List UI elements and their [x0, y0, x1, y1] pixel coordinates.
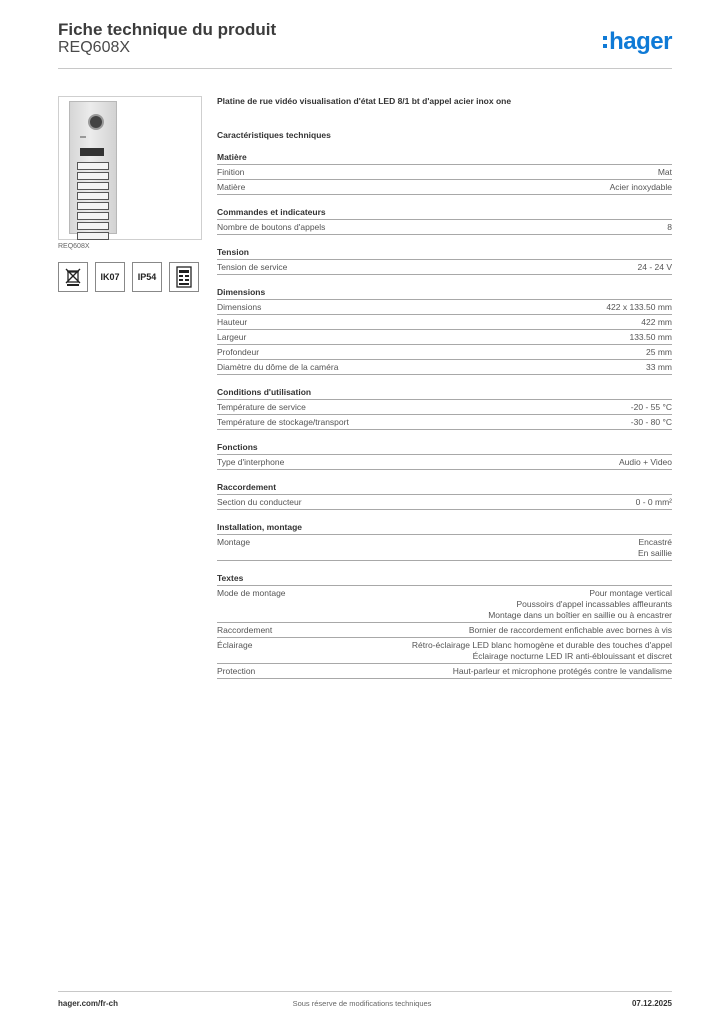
spec-value — [606, 302, 672, 313]
spec-value-line: Éclairage nocturne LED IR anti-éblouissant et discret — [472, 651, 672, 661]
spec-value-line: -20 - 55 °C — [630, 402, 672, 412]
call-buttons — [77, 162, 109, 242]
logo-dots-icon — [603, 34, 607, 50]
spec-value-line: 8 — [667, 222, 672, 232]
spec-value — [412, 640, 672, 662]
section-title: Commandes et indicateurs — [217, 207, 672, 220]
spec-row — [217, 586, 672, 623]
spec-value-line: 422 x 133.50 mm — [606, 302, 672, 312]
spec-row — [217, 220, 672, 235]
spec-label: Largeur — [217, 332, 247, 342]
spec-value — [619, 457, 672, 468]
spec-value — [610, 182, 672, 193]
spec-value — [646, 362, 672, 373]
section-title: Textes — [217, 573, 672, 586]
spec-row — [217, 415, 672, 430]
spec-value-line: -30 - 80 °C — [630, 417, 672, 427]
spec-value-line: 25 mm — [646, 347, 672, 357]
spec-value — [667, 222, 672, 233]
section-gap — [217, 561, 672, 573]
footer-divider — [58, 991, 672, 992]
spec-row — [217, 165, 672, 180]
spec-value — [636, 497, 672, 508]
spec-value-line: Poussoirs d'appel incassables affleurants — [516, 599, 672, 609]
spec-value-line: Pour montage vertical — [589, 588, 672, 598]
spec-row — [217, 330, 672, 345]
spec-value — [638, 262, 673, 273]
spec-row — [217, 664, 672, 679]
spec-value-line: Encastré — [638, 537, 672, 547]
led-display — [80, 148, 104, 156]
spec-label: Température de service — [217, 402, 306, 412]
spec-label: Montage — [217, 537, 251, 547]
spec-value — [631, 402, 672, 413]
crossed-bin-icon — [64, 267, 82, 287]
spec-label: Tension de service — [217, 262, 288, 272]
spec-value-line: 133.50 mm — [629, 332, 672, 342]
spec-value — [646, 347, 672, 358]
spec-value — [488, 588, 672, 621]
spec-row — [217, 260, 672, 275]
spec-row — [217, 400, 672, 415]
spec-value — [638, 537, 672, 559]
spec-row — [217, 495, 672, 510]
spec-row — [217, 455, 672, 470]
spec-row — [217, 180, 672, 195]
page-title: Fiche technique du produit — [58, 20, 277, 39]
product-image — [58, 96, 202, 240]
spec-row — [217, 638, 672, 664]
spec-row — [217, 300, 672, 315]
spec-value-line: 422 mm — [641, 317, 672, 327]
hager-logo — [603, 28, 672, 56]
spec-row — [217, 315, 672, 330]
spec-label: Section du conducteur — [217, 497, 302, 507]
section-gap — [217, 195, 672, 207]
spec-value-line: Acier inoxydable — [609, 182, 672, 192]
spec-label: Éclairage — [217, 640, 253, 650]
ip-rating-badge: IP54 — [132, 262, 162, 292]
section-title: Raccordement — [217, 482, 672, 495]
spec-value-line: Bornier de raccordement enfichable avec bornes à vis — [468, 625, 672, 635]
spec-label: Dimensions — [217, 302, 262, 312]
spec-row — [217, 535, 672, 561]
certification-badges — [58, 262, 199, 292]
spec-value-line: Haut-parleur et microphone protégés contre le vandalisme — [452, 666, 672, 676]
spec-label: Protection — [217, 666, 256, 676]
spec-value — [469, 625, 672, 636]
section-gap — [217, 510, 672, 522]
spec-row — [217, 623, 672, 638]
section-title: Dimensions — [217, 287, 672, 300]
section-title: Tension — [217, 247, 672, 260]
spec-label: Diamètre du dôme de la caméra — [217, 362, 339, 372]
footer-date: 07.12.2025 — [631, 999, 672, 1008]
spec-value — [631, 417, 672, 428]
tech-characteristics-title: Caractéristiques techniques — [217, 130, 331, 140]
product-reference: REQ608X — [58, 39, 131, 56]
document-icon — [176, 266, 192, 288]
spec-value-line: Mat — [657, 167, 672, 177]
ik-rating-badge: IK07 — [95, 262, 125, 292]
spec-value-line: 0 - 0 mm² — [635, 497, 672, 507]
section-title: Fonctions — [217, 442, 672, 455]
spec-label: Matière — [217, 182, 246, 192]
specifications — [217, 96, 672, 679]
logo-text: hager — [609, 28, 672, 55]
spec-label: Température de stockage/transport — [217, 417, 349, 427]
product-title: Platine de rue vidéo visualisation d'état LED 8/1 bt d'appel acier inox one — [217, 96, 512, 106]
section-gap — [217, 375, 672, 387]
spec-value — [641, 317, 672, 328]
spec-value — [629, 332, 672, 343]
section-title: Conditions d'utilisation — [217, 387, 672, 400]
spec-value-line: En saillie — [637, 548, 672, 558]
spec-value-line: 24 - 24 V — [637, 262, 672, 272]
spec-sections — [217, 152, 672, 679]
spec-label: Nombre de boutons d'appels — [217, 222, 326, 232]
section-title: Installation, montage — [217, 522, 672, 535]
section-gap — [217, 470, 672, 482]
camera-icon — [88, 114, 104, 130]
spec-row — [217, 360, 672, 375]
spec-label: Mode de montage — [217, 588, 286, 598]
door-station-icon — [69, 101, 117, 234]
spec-value — [453, 666, 672, 677]
spec-value — [658, 167, 672, 178]
spec-label: Hauteur — [217, 317, 248, 327]
footer-website-link[interactable]: hager.com/fr-ch — [58, 999, 119, 1008]
product-image-caption: REQ608X — [58, 243, 90, 250]
weee-icon — [58, 262, 88, 292]
speaker-slot — [80, 136, 86, 138]
spec-value-line: Rétro-éclairage LED blanc homogène et durable des touches d'appel — [411, 640, 672, 650]
section-gap — [217, 235, 672, 247]
spec-value-line: 33 mm — [646, 362, 672, 372]
section-gap — [217, 275, 672, 287]
spec-label: Profondeur — [217, 347, 260, 357]
footer-disclaimer: Sous réserve de modifications techniques — [292, 999, 432, 1008]
section-gap — [217, 430, 672, 442]
spec-label: Finition — [217, 167, 245, 177]
header-divider — [58, 68, 672, 69]
spec-value-line: Audio + Video — [618, 457, 672, 467]
section-title: Matière — [217, 152, 672, 165]
spec-value-line: Montage dans un boîtier en saillie ou à encastrer — [488, 610, 672, 620]
spec-row — [217, 345, 672, 360]
doc-icon — [169, 262, 199, 292]
spec-label: Raccordement — [217, 625, 273, 635]
spec-label: Type d'interphone — [217, 457, 285, 467]
